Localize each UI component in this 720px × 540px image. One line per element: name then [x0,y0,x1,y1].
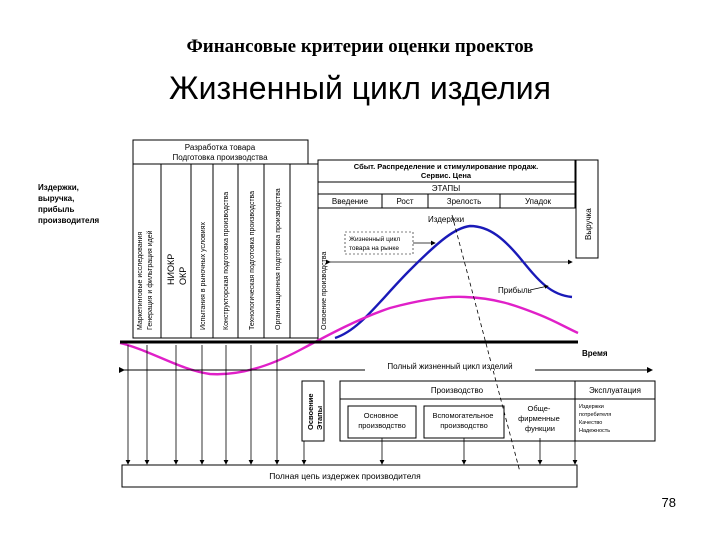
vlabel-ideas: Генерация и фильтрация идей [147,230,154,330]
full-cycle-label: Полный жизненный цикл изделий [387,362,513,371]
production-label: Производство [430,386,484,395]
page-header: Финансовые критерии оценки проектов [186,36,534,57]
page-number: 78 [661,495,676,510]
service-label: Сервис. Цена [420,171,472,180]
development-label: Разработка товара [184,143,256,152]
left-axis-label: Издержки, выручка, прибыль производителя [38,183,100,225]
auxiliary-production-label: Вспомогательное производство [432,411,494,430]
time-label: Время [582,349,608,358]
stage-decline: Упадок [524,197,552,206]
page-title: Жизненный цикл изделия [169,70,551,106]
stage-introduction: Введение [331,197,369,206]
vlabel-mastering: Освоение производства [321,251,328,330]
vlabel-niokr: НИОКР [166,253,176,285]
consumer-items: Издержки потребителя Качество Надежность [579,404,612,434]
vlabel-marketing: Маркетинговые исследования [137,231,144,330]
costs-label: Издержки [428,215,465,224]
vlabel-design-prep: Конструкторская подготовка производства [223,191,230,330]
vlabel-okr: ОКР [178,266,188,285]
life-curve-label: Жизненный цикл товара на рынке [349,236,401,252]
preparation-label: Подготовка производства [172,153,268,162]
operation-label: Эксплуатация [589,386,641,395]
vlabel-tech-prep: Технологическая подготовка производства [249,190,256,330]
mastering-label: Освоение Этапы [306,393,324,430]
general-functions-label: Обще- фирменные функции [518,404,560,433]
basic-production-label: Основное производство [358,411,406,430]
full-chain-label: Полная цепь издержек производителя [269,471,421,481]
vlabel-market-tests: Испытания в рыночных условиях [200,222,207,330]
vlabel-org-prep: Организационная подготовка производства [275,188,282,330]
vertical-labels [137,188,328,330]
stage-growth: Рост [396,197,414,206]
revenue-label: Выручка [584,208,593,240]
profit-label: Прибыль [498,286,532,295]
sales-label: Сбыт. Распределение и стимулирование продаж. [353,162,539,171]
stages-title: ЭТАПЫ [431,184,461,193]
stage-maturity: Зрелость [446,197,482,206]
